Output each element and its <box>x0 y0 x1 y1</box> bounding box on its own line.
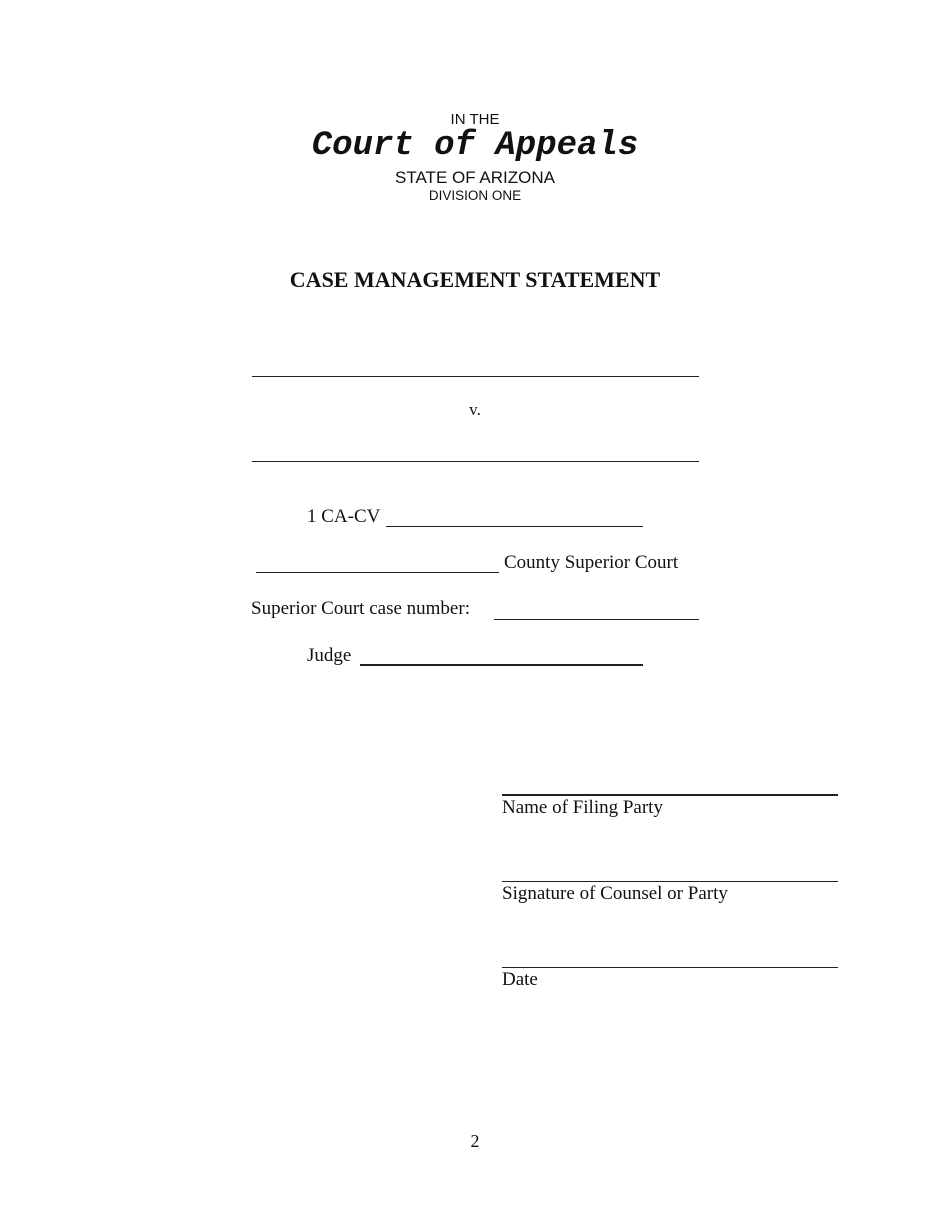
document-title: CASE MANAGEMENT STATEMENT <box>289 267 661 292</box>
county-line[interactable] <box>256 572 499 573</box>
in-the-label: IN THE <box>450 111 500 128</box>
superior-case-number-line[interactable] <box>494 619 699 620</box>
date-label: Date <box>502 969 538 990</box>
page-number: 2 <box>470 1131 480 1151</box>
filing-party-label: Name of Filing Party <box>502 797 663 818</box>
court-name: Court of Appeals <box>311 127 639 165</box>
case-number-line[interactable] <box>386 526 643 527</box>
county-superior-court-label: County Superior Court <box>504 552 679 573</box>
signature-label: Signature of Counsel or Party <box>502 883 728 904</box>
superior-case-number-label: Superior Court case number: <box>251 598 470 619</box>
division-label: DIVISION ONE <box>428 188 522 203</box>
judge-label: Judge <box>307 645 352 666</box>
state-label: STATE OF ARIZONA <box>395 168 555 187</box>
appellee-name-line[interactable] <box>252 461 699 462</box>
filing-party-line[interactable] <box>502 794 838 796</box>
signature-line[interactable] <box>502 881 838 882</box>
judge-line[interactable] <box>360 664 643 666</box>
appellant-name-line[interactable] <box>252 376 699 377</box>
versus-label: v. <box>469 400 481 419</box>
date-line[interactable] <box>502 967 838 968</box>
case-number-label: 1 CA-CV <box>307 506 381 527</box>
